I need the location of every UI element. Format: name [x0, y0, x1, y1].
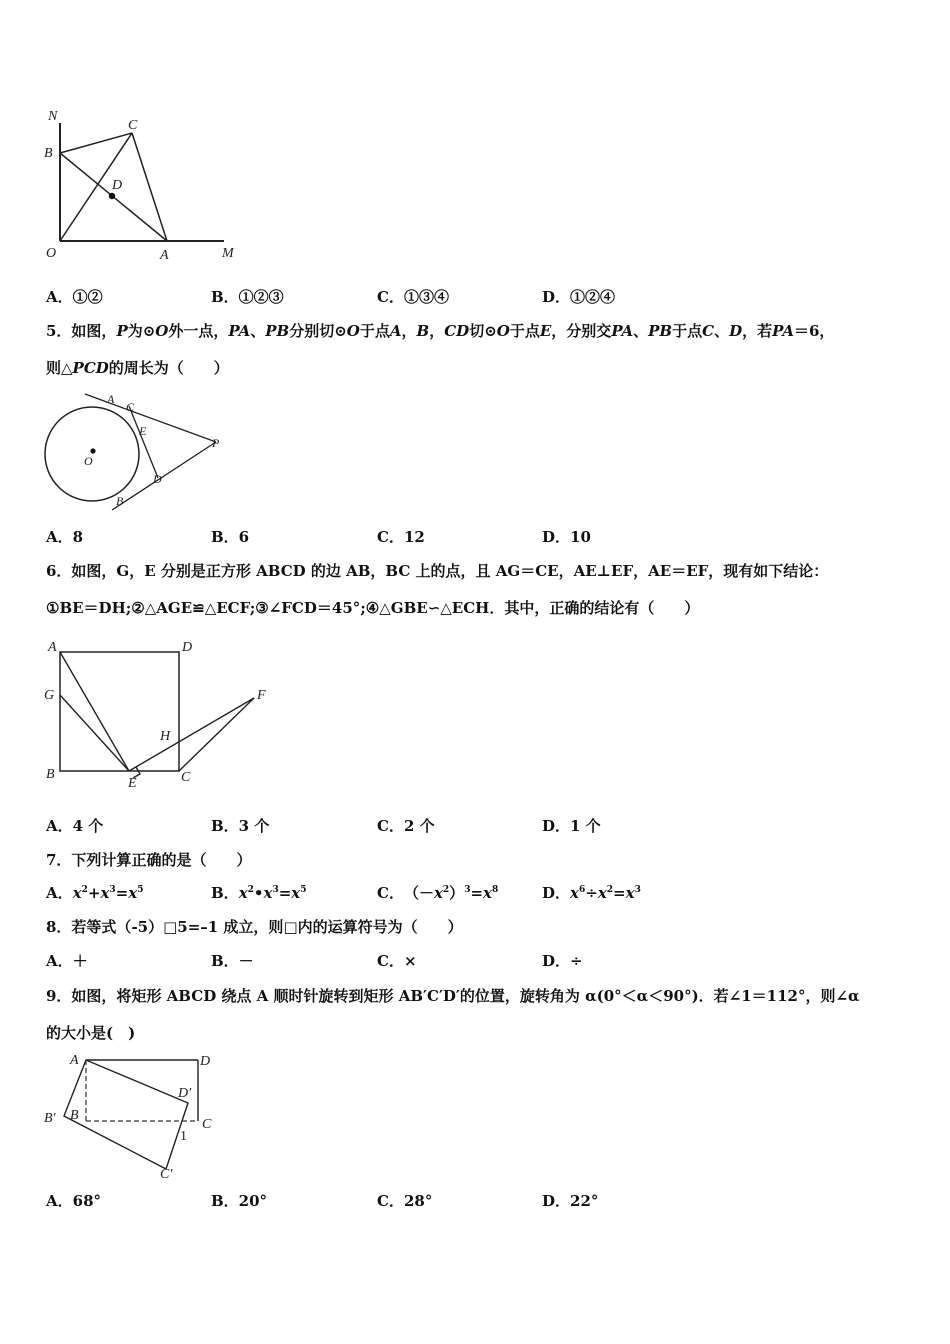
- q5-option-d[interactable]: D．10: [542, 528, 591, 546]
- q9-label-b: B: [70, 1108, 79, 1123]
- q9-label-bprime: B′: [44, 1111, 56, 1126]
- q5-tangent-pb: [112, 442, 216, 510]
- q5-text: ，: [401, 322, 417, 340]
- q5-center-o: [90, 448, 95, 453]
- q7-var: x: [483, 884, 492, 902]
- q5-var: PB: [265, 322, 290, 340]
- q7-var: x: [291, 884, 301, 902]
- q6-seg-ef: [129, 698, 254, 771]
- q7-op: =: [278, 884, 292, 902]
- q7-exp: 3: [272, 885, 279, 895]
- q7-exp: 8: [491, 885, 499, 895]
- q5-text: 、: [250, 322, 266, 340]
- q5-option-b[interactable]: B．6: [211, 528, 250, 546]
- q6-stem-line1: 6．如图，G，E 分别是正方形 ABCD 的边 AB，BC 上的点，且 AG＝CE，AE⊥EF，AE＝EF，现有如下结论：: [46, 562, 829, 580]
- q6-label-a: A: [48, 640, 57, 655]
- q9-rect-ab'c'd': [64, 1060, 188, 1169]
- q5-var: E: [539, 322, 552, 340]
- q5-var: PA: [228, 322, 251, 340]
- q5-label-p: P: [212, 436, 220, 450]
- q7-var: x: [238, 884, 248, 902]
- q8-stem: 8．若等式（-5）□5=–1 成立，则□内的运算符号为（ ）: [46, 918, 463, 936]
- q9-label-a: A: [70, 1053, 79, 1068]
- q4-options: [46, 286, 906, 310]
- q4-seg-ca: [132, 133, 167, 241]
- q7-var: x: [100, 884, 110, 902]
- q7-option-c[interactable]: [377, 882, 498, 903]
- q5-var: C: [702, 322, 715, 340]
- q4-option-b[interactable]: B．①②③: [211, 288, 284, 306]
- q7-d-prefix: D．: [542, 884, 571, 902]
- q5-label-e: E: [139, 424, 147, 438]
- q4-label-o: O: [46, 246, 57, 261]
- q6-label-b: B: [46, 767, 55, 782]
- q4-option-c[interactable]: C．①③④: [377, 288, 449, 306]
- q6-option-c[interactable]: C．2 个: [377, 817, 435, 835]
- q6-label-f: F: [257, 688, 266, 703]
- q7-op: •: [253, 884, 264, 902]
- q5-text: 为⊙: [127, 322, 156, 340]
- q8-option-d[interactable]: D．÷: [542, 952, 583, 970]
- q5-text: 切⊙: [469, 322, 497, 340]
- q7-op: ）: [449, 884, 465, 902]
- q4-label-d: D: [112, 178, 123, 193]
- q5-var: D: [729, 322, 743, 340]
- q7-op: =: [613, 884, 626, 902]
- q7-c-prefix: C． （－: [377, 884, 434, 902]
- q6-stem-line2: ①BE＝DH;②△AGE≌△ECF;③∠FCD＝45°;④△GBE∽△ECH．其中，正确的结论有（ ）: [46, 599, 700, 617]
- q7-b-prefix: B．: [211, 884, 239, 902]
- q5-var: O: [346, 322, 360, 340]
- q9-options: [46, 1190, 906, 1214]
- q7-var: x: [72, 884, 82, 902]
- q5-text: 于点: [509, 322, 540, 340]
- q5-option-a[interactable]: A．8: [46, 528, 84, 546]
- q5-var: PA: [772, 322, 794, 340]
- q7-var: x: [263, 884, 273, 902]
- q7-exp: 2: [247, 885, 254, 895]
- q7-op: ÷: [585, 884, 598, 902]
- q5-stem-line2: [46, 357, 229, 378]
- q9-label-dprime: D′: [178, 1086, 192, 1101]
- q7-op: =: [470, 884, 484, 902]
- q6-label-c: C: [181, 770, 191, 785]
- q9-option-a[interactable]: A．68°: [46, 1192, 102, 1210]
- q9-figure: [40, 1048, 230, 1183]
- q7-var: x: [625, 884, 635, 902]
- q9-stem-line1: 9．如图，将矩形 ABCD 绕点 A 顺时针旋转到矩形 AB′C′D′的位置，旋转角为 α(0°＜α＜90°)．若∠1＝112°，则∠α: [46, 987, 860, 1005]
- q4-label-n: N: [48, 109, 58, 124]
- q5-text: 外一点，: [168, 322, 229, 340]
- q6-figure: [40, 635, 280, 795]
- q7-option-b[interactable]: [211, 882, 307, 903]
- q5-text: 分别切⊙: [289, 322, 347, 340]
- q7-exp: 2: [606, 885, 614, 895]
- q5-option-c[interactable]: C．12: [377, 528, 425, 546]
- q6-square-abcd: [60, 652, 179, 771]
- q5-var: CD: [444, 322, 470, 340]
- q7-option-d[interactable]: [542, 882, 641, 903]
- q5-var: O: [155, 322, 169, 340]
- q6-option-a[interactable]: A．4 个: [46, 817, 104, 835]
- q9-label-cprime: C′: [160, 1167, 173, 1182]
- q5-label-o: O: [84, 454, 93, 468]
- q9-label-d: D: [200, 1054, 211, 1069]
- q7-var: x: [597, 884, 607, 902]
- q6-options: [46, 815, 906, 839]
- q6-label-h: H: [160, 729, 171, 744]
- q9-label-c: C: [202, 1117, 212, 1132]
- q5-text: 于点: [672, 322, 703, 340]
- q6-option-b[interactable]: B．3 个: [211, 817, 270, 835]
- q5-text: 于点: [359, 322, 390, 340]
- q6-seg-ae: [60, 652, 129, 771]
- q5-text: ，: [429, 322, 445, 340]
- q4-label-a: A: [160, 248, 169, 263]
- q8-options: [46, 950, 906, 974]
- q5-stem-line1: [46, 320, 834, 341]
- q7-exp: 3: [109, 885, 116, 895]
- q5-figure: [40, 390, 230, 515]
- q5-var: PA: [611, 322, 634, 340]
- q7-exp: 3: [634, 885, 641, 895]
- q6-label-g: G: [44, 688, 55, 703]
- q5-var: A: [389, 322, 402, 340]
- q5-tangent-cd: [129, 406, 158, 478]
- q5-text: ，若: [742, 322, 773, 340]
- q9-option-b[interactable]: B．20°: [211, 1192, 268, 1210]
- q6-label-d: D: [182, 640, 193, 655]
- q7-exp: 6: [578, 885, 586, 895]
- q6-label-e: E: [128, 776, 137, 791]
- q5-var: O: [496, 322, 510, 340]
- q5-var: P: [116, 322, 128, 340]
- q7-op: +: [87, 884, 101, 902]
- q4-option-d[interactable]: D．①②④: [542, 288, 616, 306]
- q7-option-a[interactable]: [46, 882, 143, 903]
- q7-options: [46, 882, 906, 906]
- q5-text: 、: [633, 322, 649, 340]
- q6-option-d[interactable]: D．1 个: [542, 817, 601, 835]
- q7-op: =: [115, 884, 129, 902]
- q8-option-b[interactable]: B．－: [211, 952, 254, 970]
- q7-exp: 2: [442, 885, 450, 895]
- q7-a-prefix: A．: [46, 884, 73, 902]
- q7-exp: 2: [81, 885, 88, 895]
- q4-figure: [40, 105, 250, 267]
- q9-option-c[interactable]: C．28°: [377, 1192, 433, 1210]
- q5-text: 5．如图，: [46, 322, 117, 340]
- q4-option-a[interactable]: A．①②: [46, 288, 103, 306]
- q5-label-c: C: [126, 400, 135, 414]
- q5-var: PB: [648, 322, 673, 340]
- q4-label-c: C: [128, 118, 138, 133]
- q5-options: [46, 526, 906, 550]
- q5-var: B: [416, 322, 430, 340]
- q7-var: x: [570, 884, 579, 902]
- q7-exp: 3: [464, 885, 471, 895]
- q5-text: 、: [714, 322, 730, 340]
- q6-seg-ge: [60, 695, 129, 771]
- q9-stem-line2: 的大小是( ): [46, 1024, 136, 1042]
- q5-tangent-pa: [85, 394, 216, 442]
- q5-text: ，分别交: [551, 322, 612, 340]
- q8-option-a[interactable]: A．＋: [46, 952, 88, 970]
- q5-label-d: D: [153, 472, 162, 486]
- q8-option-c[interactable]: C．×: [377, 952, 417, 970]
- q7-var: x: [433, 884, 443, 902]
- q9-option-d[interactable]: D．22°: [542, 1192, 599, 1210]
- q5-text: ＝6，: [793, 322, 835, 340]
- q7-exp: 5: [137, 885, 144, 895]
- q9-label-angle1: 1: [180, 1129, 187, 1144]
- q5-label-b: B: [116, 494, 124, 508]
- q4-label-m: M: [222, 246, 234, 261]
- q5-text: 的周长为（ ）: [108, 359, 229, 377]
- q5-label-a: A: [107, 392, 115, 406]
- q5-text: 则△: [46, 359, 73, 377]
- q4-point-d: [109, 193, 115, 199]
- q7-exp: 5: [300, 885, 307, 895]
- q7-var: x: [128, 884, 138, 902]
- q5-var: PCD: [72, 359, 109, 377]
- q7-stem: 7．下列计算正确的是（ ）: [46, 851, 252, 869]
- q4-label-b: B: [44, 146, 53, 161]
